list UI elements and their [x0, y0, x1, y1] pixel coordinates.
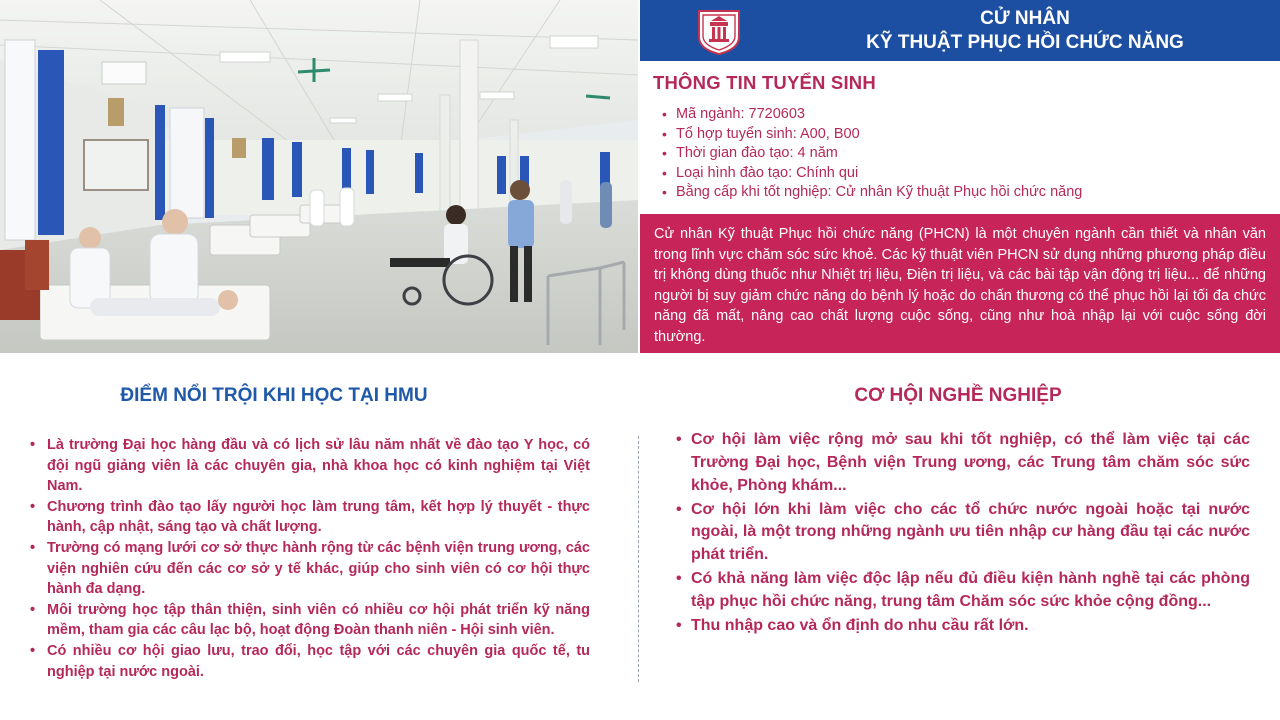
- program-title: [770, 7, 1280, 55]
- info-item-major-code: • Mã ngành: 7720603: [662, 105, 1082, 125]
- career-item: • Thu nhập cao và ổn định do nhu cầu rất lớn.: [676, 615, 1250, 638]
- careers-list: [676, 429, 1250, 639]
- highlight-item: • Môi trường học tập thân thiện, sinh viên có nhiều cơ hội phát triển kỹ năng mềm, tham gia các câu lạc bộ, hoạt động Đoàn thanh niên - Hội sinh viên.: [30, 600, 590, 641]
- info-item-subject-combination: • Tổ hợp tuyển sinh: A00, B00: [662, 125, 1082, 145]
- career-item: • Cơ hội lớn khi làm việc cho các tổ chức nước ngoài hoặc tại nước ngoài, là một trong những ngành ưu tiên nhập cư hàng đầu tại các nước phát triển.: [676, 499, 1250, 567]
- highlight-item: • Chương trình đào tạo lấy người học làm trung tâm, kết hợp lý thuyết - thực hành, cập nhật, sáng tạo và chất lượng.: [30, 497, 590, 538]
- header-banner: [640, 0, 1280, 61]
- info-item-training-type: • Loại hình đào tạo: Chính qui: [662, 164, 1082, 184]
- admission-info-heading: THÔNG TIN TUYỂN SINH: [653, 72, 876, 93]
- program-description-text: Cử nhân Kỹ thuật Phục hồi chức năng (PHCN) là một chuyên ngành cần thiết và nhân văn trong lĩnh vực chăm sóc sức khoẻ. Các kỹ thuật viên PHCN sử dụng những phương pháp điều trị không dùng thuốc như Nhiệt trị liệu, Điện trị liệu, và các bài tập vận động trị liệu... để những người bị suy giảm chức năng do bệnh lý hoặc do chấn thương có thể phục hồi lại tối đa chức năng đã mất, nâng cao chất lượng cuộc sống, cũng như hoà nhập lại với cuộc sống đời thường.: [654, 226, 1266, 345]
- highlight-item: • Có nhiều cơ hội giao lưu, trao đổi, học tập với các chuyên gia quốc tế, tu nghiệp tại nước ngoài.: [30, 641, 590, 682]
- program-title-line1: CỬ NHÂN: [980, 8, 1070, 29]
- university-shield-logo: [696, 7, 742, 55]
- highlight-item: • Trường có mạng lưới cơ sở thực hành rộng từ các bệnh viện trung ương, các viện nghiên cứu đến các cơ sở y tế khác, giúp cho sinh viên có cơ hội thực hành đa dạng.: [30, 538, 590, 600]
- highlights-title: ĐIỂM NỔI TRỘI KHI HỌC TẠI HMU: [120, 385, 428, 406]
- program-description-box: [640, 214, 1280, 353]
- highlights-list: [30, 435, 590, 682]
- info-item-degree: • Bằng cấp khi tốt nghiệp: Cử nhân Kỹ thuật Phục hồi chức năng: [662, 183, 1082, 203]
- info-item-duration: • Thời gian đào tạo: 4 năm: [662, 144, 1082, 164]
- admission-info-list: [662, 105, 1082, 203]
- admission-info-panel: [640, 61, 1280, 214]
- career-item: • Có khả năng làm việc độc lập nếu đủ điều kiện hành nghề tại các phòng tập phục hồi chức năng, trung tâm Chăm sóc sức khỏe cộng đồng...: [676, 568, 1250, 614]
- career-item: • Cơ hội làm việc rộng mở sau khi tốt nghiệp, có thể làm việc tại các Trường Đại học, Bệnh viện Trung ương, các Trung tâm chăm sóc sức khỏe, Phòng khám...: [676, 429, 1250, 497]
- column-divider: [638, 436, 639, 682]
- highlight-item: • Là trường Đại học hàng đầu và có lịch sử lâu năm nhất về đào tạo Y học, có đội ngũ giảng viên là các chuyên gia, nhà khoa học có kinh nghiệm tại Việt Nam.: [30, 435, 590, 497]
- careers-title: CƠ HỘI NGHỀ NGHIỆP: [854, 385, 1062, 406]
- rehabilitation-hall-photo: [0, 0, 638, 353]
- program-title-line2: KỸ THUẬT PHỤC HỒI CHỨC NĂNG: [866, 32, 1184, 53]
